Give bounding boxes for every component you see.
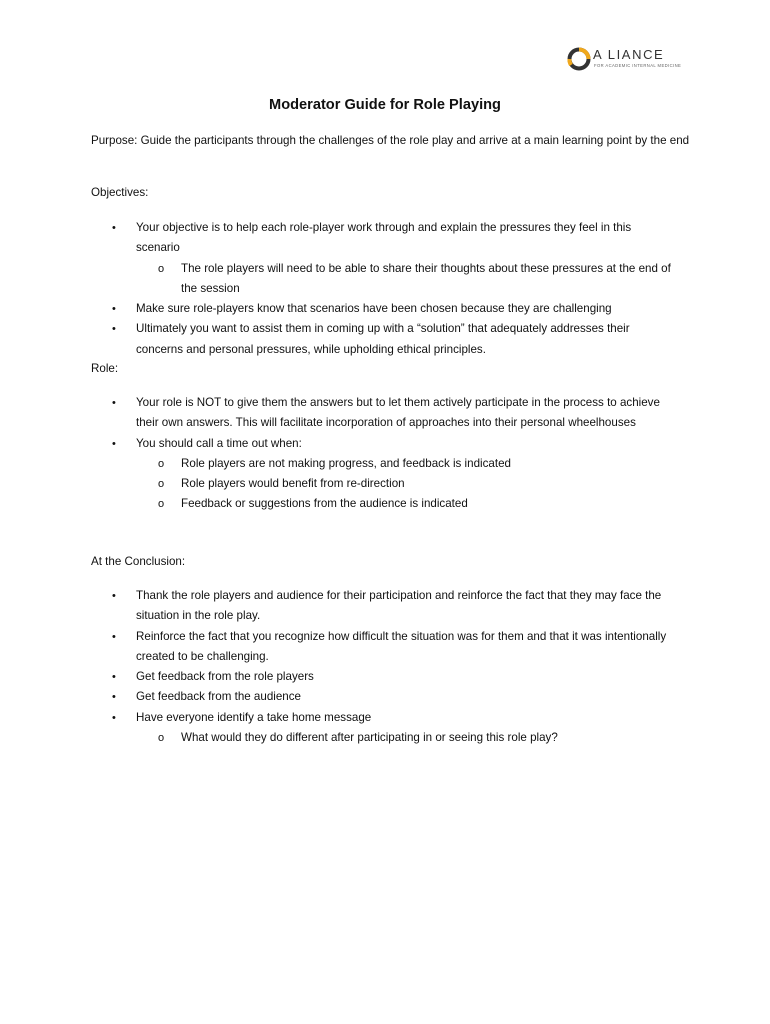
list-item: • Reinforce the fact that you recognize how difficult the situation was for them and that it was intentionally created to be challenging. [0, 627, 676, 668]
bullet-icon: • [112, 303, 116, 316]
objectives-list [0, 218, 770, 360]
conclusion-list [0, 586, 770, 748]
list-item: • Have everyone identify a take home message [0, 708, 676, 728]
bullet-icon: • [112, 222, 116, 234]
ring-logo-icon [566, 46, 592, 72]
list-item: o Role players are not making progress, and feedback is indicated [0, 454, 671, 474]
alliance-logo [566, 46, 682, 74]
list-item: • Thank the role players and audience for their participation and reinforce the fact that they may face the situation in the role play. [0, 586, 676, 627]
sub-bullet-icon: o [158, 732, 165, 745]
role-list [0, 393, 770, 515]
document-title: Moderator Guide for Role Playing [269, 97, 501, 113]
list-item: o The role players will need to be able to share their thoughts about these pressures at the end of the session [0, 259, 671, 300]
list-item: • Make sure role-players know that scenarios have been chosen because they are challenging [0, 299, 676, 319]
bullet-icon: • [112, 397, 116, 409]
conclusion-heading: At the Conclusion: [91, 555, 186, 568]
list-item: o Role players would benefit from re-direction [0, 474, 671, 494]
objectives-heading: Objectives: [91, 186, 149, 199]
list-item: • Your objective is to help each role-player work through and explain the pressures they feel in this scenario [0, 218, 676, 259]
sub-bullet-icon: o [158, 262, 165, 275]
sub-bullet-icon: o [158, 498, 165, 511]
bullet-icon: • [112, 671, 116, 684]
role-heading: Role: [91, 362, 119, 375]
sub-bullet-icon: o [158, 457, 165, 470]
list-item: • Get feedback from the audience [0, 687, 676, 707]
bullet-icon: • [112, 437, 116, 450]
logo-subtitle: FOR ACADEMIC INTERNAL MEDICINE [594, 63, 682, 68]
list-item: o Feedback or suggestions from the audience is indicated [0, 494, 671, 514]
bullet-icon: • [112, 711, 116, 724]
bullet-icon: • [112, 691, 116, 704]
bullet-icon: • [112, 323, 116, 336]
list-item: • Get feedback from the role players [0, 667, 676, 687]
sub-bullet-icon: o [158, 478, 165, 491]
logo-wordmark: A LIANCE [593, 47, 665, 62]
purpose-paragraph: Purpose: Guide the participants through the challenges of the role play and arrive at a main learning point by the end [91, 134, 690, 147]
list-item: • Your role is NOT to give them the answers but to let them actively participate in the process to achieve their own answers. This will facilitate incorporation of approaches into their personal wheelhouses [0, 393, 676, 434]
bullet-icon: • [112, 590, 116, 602]
list-item: • You should call a time out when: [0, 434, 676, 454]
list-item: o What would they do different after participating in or seeing this role play? [0, 728, 671, 748]
list-item: • Ultimately you want to assist them in coming up with a “solution” that adequately addresses their concerns and personal pressures, while upholding ethical principles. [0, 319, 676, 360]
bullet-icon: • [112, 630, 116, 643]
